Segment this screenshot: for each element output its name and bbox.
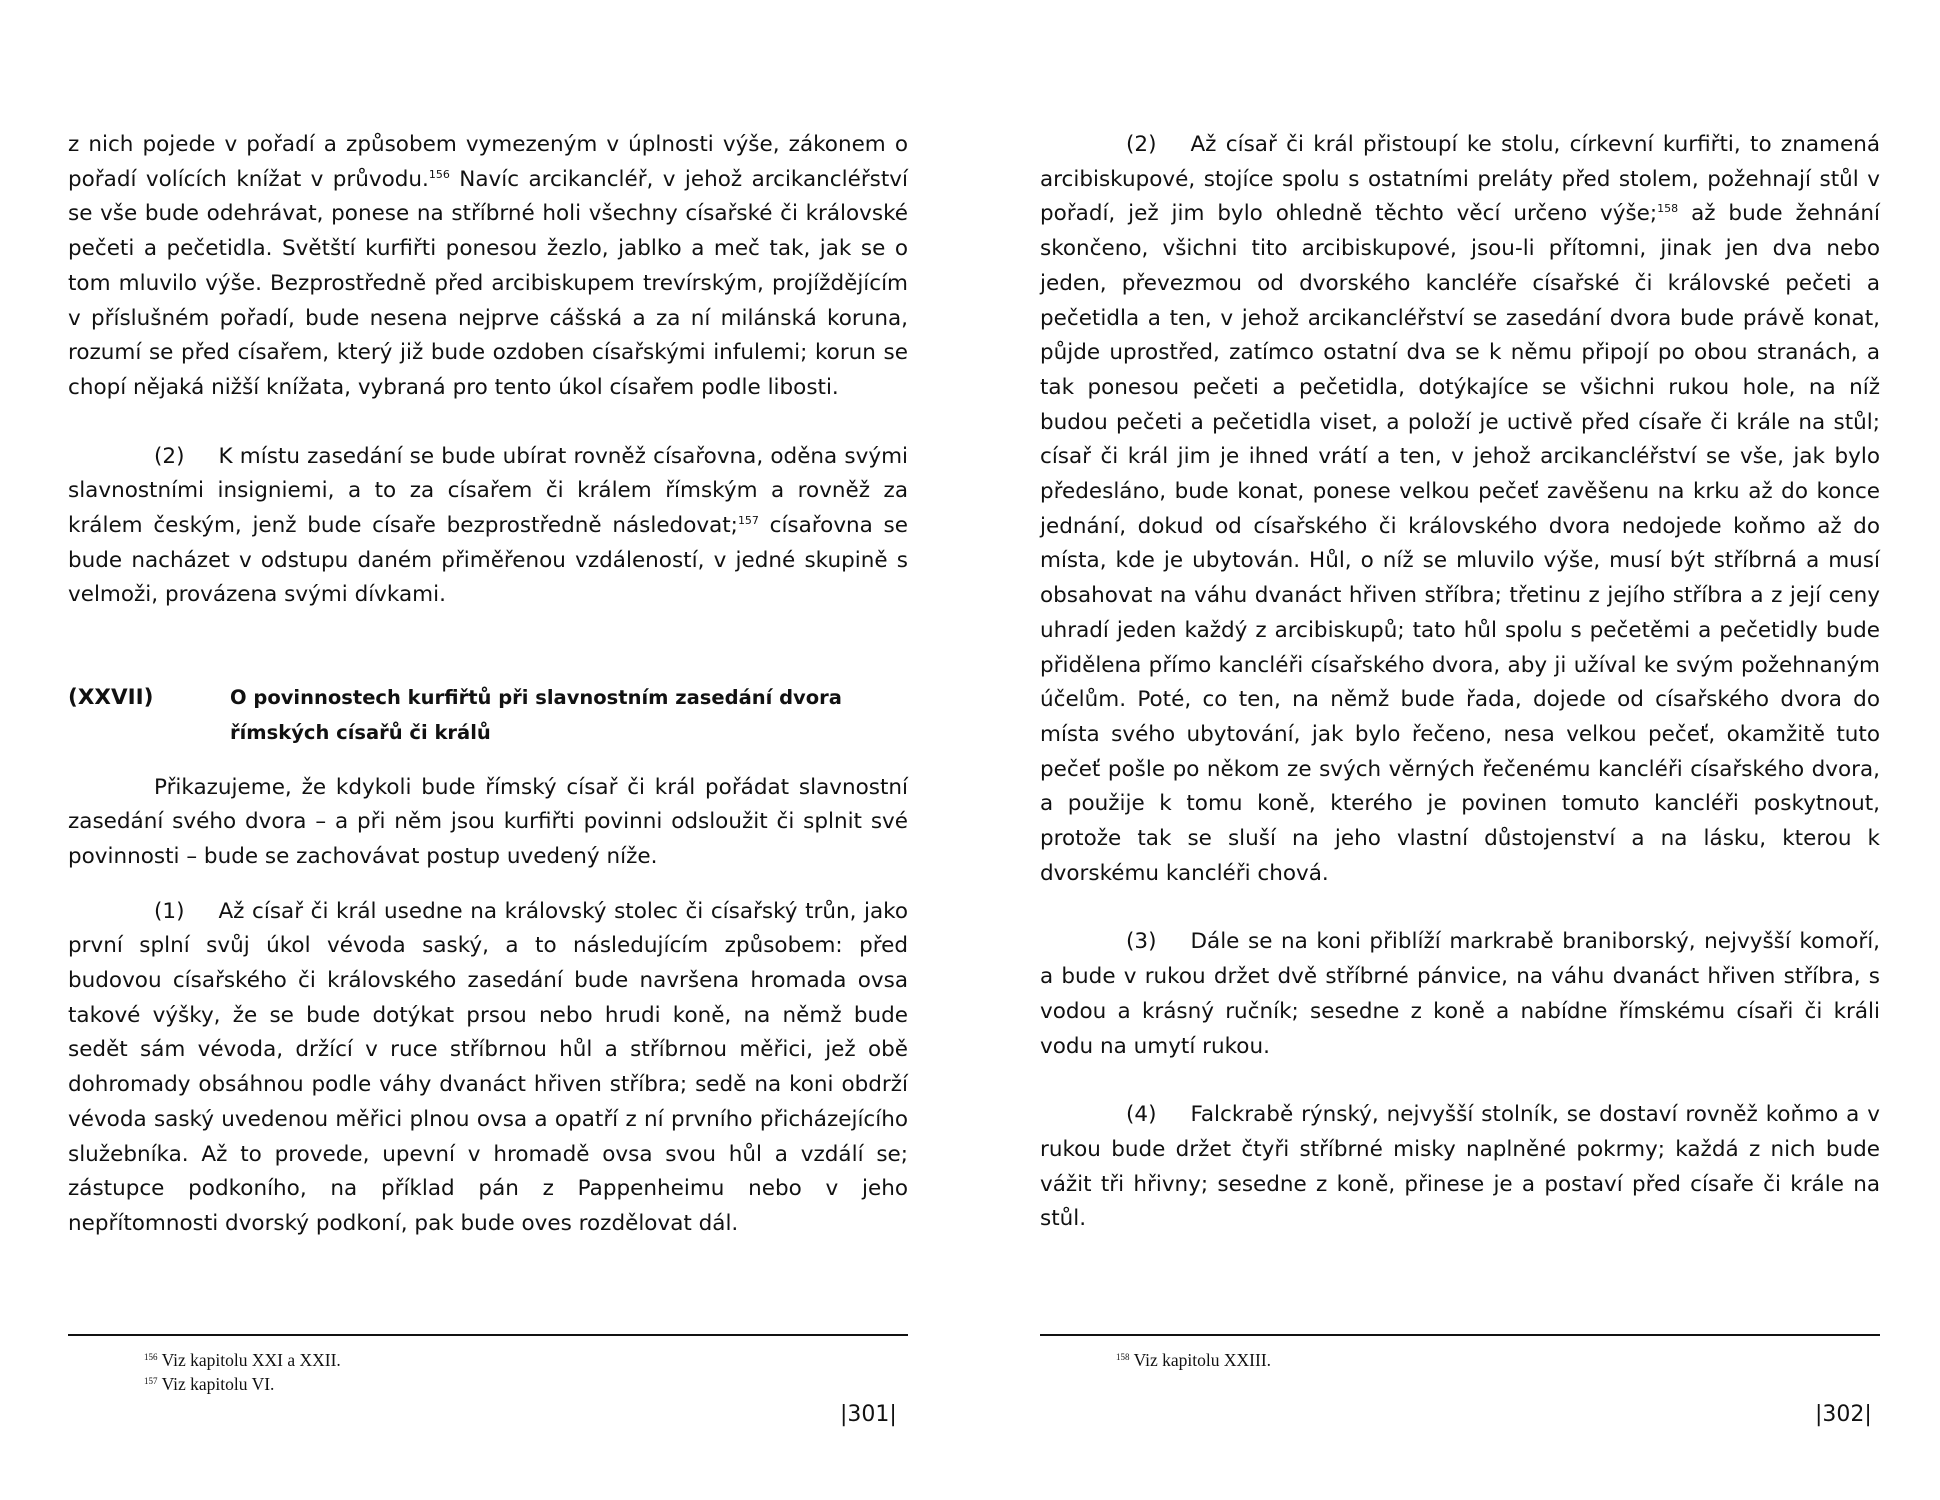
footnote-text: Viz kapitolu VI.	[161, 1374, 275, 1394]
footnote	[144, 1372, 274, 1396]
paragraph-text: Dále se na koni přiblíží markrabě braniborský, nejvyšší komoří, a bude v rukou držet dvě stříbrné pánvice, na váhu dvanáct hřiven stříbra, s vodou a krásný ručník; sesedne z koně a nabídne římskému císaři či králi vodu na umytí rukou.	[1040, 929, 1880, 1059]
footnote	[1116, 1348, 1271, 1372]
paragraph-text: z nich pojede v pořadí a způsobem vymezeným v úplnosti výše, zákonem o pořadí volících knížat v průvodu.	[68, 132, 908, 192]
paragraph-text: Přikazujeme, že kdykoli bude římský císař či král pořádat slavnostní zasedání svého dvora – a při něm jsou kurfiřti povinni odsloužit či splnit své povinnosti – bude se zachovávat postup uvedený níže.	[68, 774, 908, 869]
paragraph	[68, 128, 908, 406]
footnote-mark: 158	[1116, 1352, 1130, 1362]
footnote-separator	[1040, 1334, 1880, 1336]
left-page	[68, 0, 908, 1500]
paragraph	[68, 895, 908, 1242]
paragraph	[1040, 128, 1880, 891]
chapter-number: (XXVII)	[68, 685, 154, 711]
footnote	[144, 1348, 341, 1372]
footnote-ref[interactable]: 157	[737, 514, 759, 528]
footnote-mark: 157	[144, 1376, 158, 1386]
left-page-body	[68, 128, 908, 1242]
page-number: |302|	[1815, 1402, 1872, 1427]
chapter-title: O povinnostech kurfiřtů při slavnostním zasedání dvora římských císařů či králů	[230, 686, 842, 744]
footnote-mark: 156	[144, 1352, 158, 1362]
paragraph	[1040, 925, 1880, 1064]
paragraph-text: Až císař či král přistoupí ke stolu, církevní kurfiřti, to znamená arcibiskupové, stojíce spolu s ostatními preláty před stolem, požehnají stůl v pořadí, jež jim bylo ohledně těchto věcí určeno výše;	[1040, 132, 1880, 227]
paragraph-number: (2)	[154, 443, 185, 469]
paragraph-text: Navíc arcikancléř, v jehož arcikancléřství se vše bude odehrávat, ponese na stříbrné holi všechny císařské či královské pečeti a pečetidla. Světští kurfiřti ponesou žezlo, jablko a meč tak, jak se o tom mluvilo výše. Bezprostředně před arcibiskupem trevírským, projíždějícím v příslušném pořadí, bude nesena nejprve cášská a za ní milánská koruna, rozumí se před císařem, který již bude ozdoben císařskými infulemi; korun se chopí nějaká nižší knížata, vybraná pro tento úkol císařem podle libosti.	[68, 166, 908, 400]
paragraph	[68, 440, 908, 614]
paragraph-number: (1)	[154, 898, 185, 924]
paragraph-text: K místu zasedání se bude ubírat rovněž císařovna, oděna svými slavnostními insigniemi, a to za císařem či králem římským a rovněž za králem českým, jenž bude císaře bezprostředně následovat;	[68, 443, 908, 539]
paragraph-text: Falckrabě rýnský, nejvyšší stolník, se dostaví rovněž koňmo a v rukou bude držet čtyři stříbrné misky naplněné pokrmy; každá z nich bude vážit tři hřivny; sesedne z koně, přinese je a postaví před císaře či krále na stůl.	[1040, 1102, 1880, 1232]
paragraph-text: císařovna se bude nacházet v odstupu daném přiměřenou vzdáleností, v jedné skupině s velmoži, provázena svými dívkami.	[68, 513, 908, 608]
paragraph	[68, 771, 908, 875]
paragraph-number: (2)	[1126, 132, 1157, 157]
paragraph-text: Až císař či král usedne na královský stolec či císařský trůn, jako první splní svůj úkol vévoda saský, a to následujícím způsobem: před budovou císařského či královského zasedání bude navršena hromada ovsa takové výšky, že se bude dotýkat prsou nebo hrudi koně, na němž bude sedět sám vévoda, držící v ruce stříbrnou hůl a stříbrnou měřici, jež obě dohromady obsáhnou podle váhy dvanáct hřiven stříbra; sedě na koni obdrží vévoda saský uvedenou měřici plnou ovsa a opatří z ní prvního přicházejícího služebníka. Až to provede, upevní v hromadě ovsa svou hůl a vzdálí se; zástupce podkoního, na příklad pán z Pappenheimu nebo v jeho nepřítomnosti dvorský podkoní, pak bude oves rozdělovat dál.	[68, 898, 908, 1236]
chapter-heading	[68, 681, 908, 750]
footnote-ref[interactable]: 156	[428, 167, 450, 181]
right-page-body	[1040, 128, 1880, 1237]
footnote-separator	[68, 1334, 908, 1336]
paragraph-number: (4)	[1126, 1102, 1157, 1128]
right-page	[1040, 0, 1880, 1500]
footnote-ref[interactable]: 158	[1657, 202, 1679, 216]
page-number: |301|	[840, 1402, 897, 1427]
paragraph-number: (3)	[1126, 929, 1157, 955]
footnote-text: Viz kapitolu XXIII.	[1133, 1350, 1272, 1370]
footnote-text: Viz kapitolu XXI a XXII.	[161, 1350, 341, 1370]
paragraph	[1040, 1098, 1880, 1237]
paragraph-text: až bude žehnání skončeno, všichni tito arcibiskupové, jsou-li přítomni, jinak jen dva nebo jeden, převezmou od dvorského kancléře císařské či královské pečeti a pečetidla a ten, v jehož arcikancléřství se zasedání dvora bude právě konat, půjde uprostřed, zatímco ostatní dva se k němu připojí po obou stranách, a tak ponesou pečeti a pečetidla, dotýkajíce se všichni rukou hole, na níž budou pečeti a pečetidla viset, a položí je uctivě před císaře či krále na stůl; císař či král jim je ihned vrátí a ten, v jehož arcikancléřství se vše, jak bylo předesláno, bude konat, ponese velkou pečeť zavěšenu na krku až do konce jednání, dokud od císařského či královského dvora nedojede koňmo až do místa, kde je ubytován. Hůl, o níž se mluvilo výše, musí být stříbrná a musí obsahovat na váhu dvanáct hřiven stříbra; třetinu z jejího stříbra a z její ceny uhradí jeden každý z arcibiskupů; tato hůl spolu s pečetěmi a pečetidly bude přidělena přímo kancléři císařského dvora, aby ji užíval ke svým požehnaným účelům. Poté, co ten, na němž bude řada, dojede od císařského dvora do místa svého ubytování, jak bylo řečeno, nesa velkou pečeť, okamžitě tuto pečeť pošle po někom ze svých věrných řečenému kancléři císařského dvora, a použije k tomu koně, kterého je povinen tomuto kancléři poskytnout, protože tak se sluší na jeho vlastní důstojenství a na lásku, kterou k dvorskému kancléři chová.	[1040, 201, 1881, 886]
